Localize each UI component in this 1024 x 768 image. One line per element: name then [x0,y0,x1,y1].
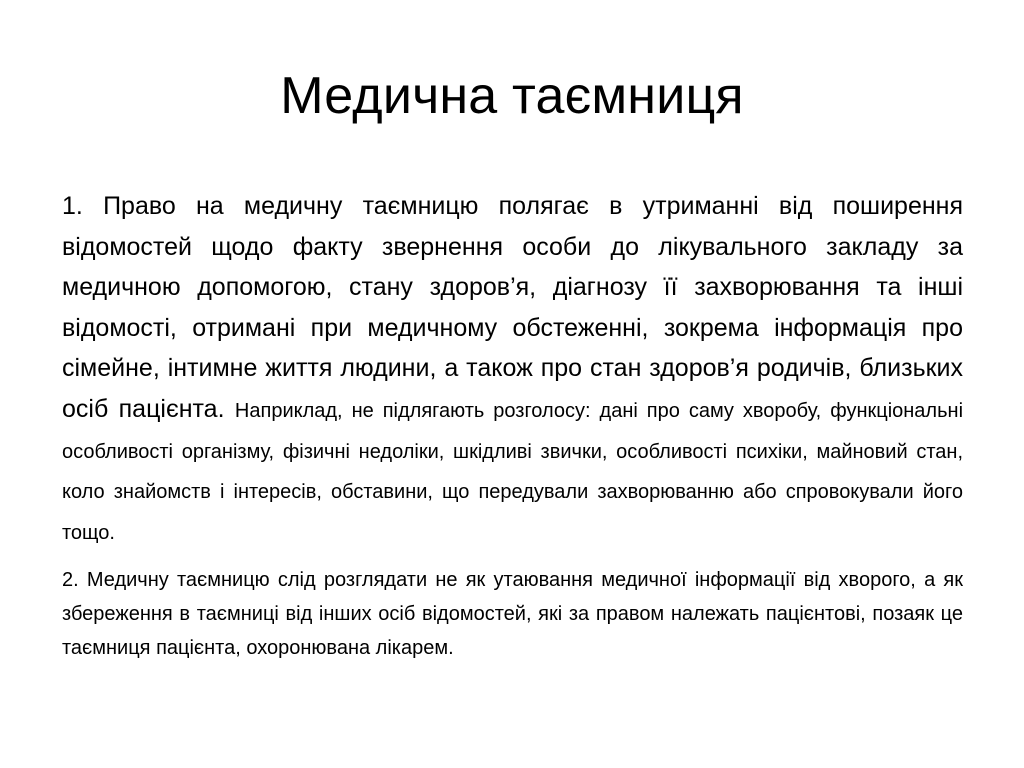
paragraph-1-main-text: 1. Право на медичну таємницю полягає в утриманні від поширення відомостей щодо факту звернення особи до лікувального закладу за медичною допомогою, стану здоров’я, діагнозу її захворювання та інші відомості, отримані при медичному обстеженні, зокрема інформація про сімейне, інтимне життя людини, а також про стан здоров’я родичів, близьких осіб пацієнта. [62,192,963,423]
paragraph-1 [62,186,963,551]
paragraph-2: 2. Медичну таємницю слід розглядати не як утаювання медичної інформації від хворого, а як збереження в таємниці від інших осіб відомостей, які за правом належать пацієнтові, позаяк це таємниця пацієнта, охоронювана лікарем. [62,569,963,660]
paragraph-1-example-text: Наприклад, не підлягають розголосу: дані про саму хворобу, функціональні особливості організму, фізичні недоліки, шкідливі звички, особливості психіки, майновий стан, коло знайомств і інтересів, обставини, що передували захворюванню або спровокували його тощо. [62,399,964,544]
slide-body [62,186,963,665]
slide-title: Медична таємниця [280,67,744,125]
